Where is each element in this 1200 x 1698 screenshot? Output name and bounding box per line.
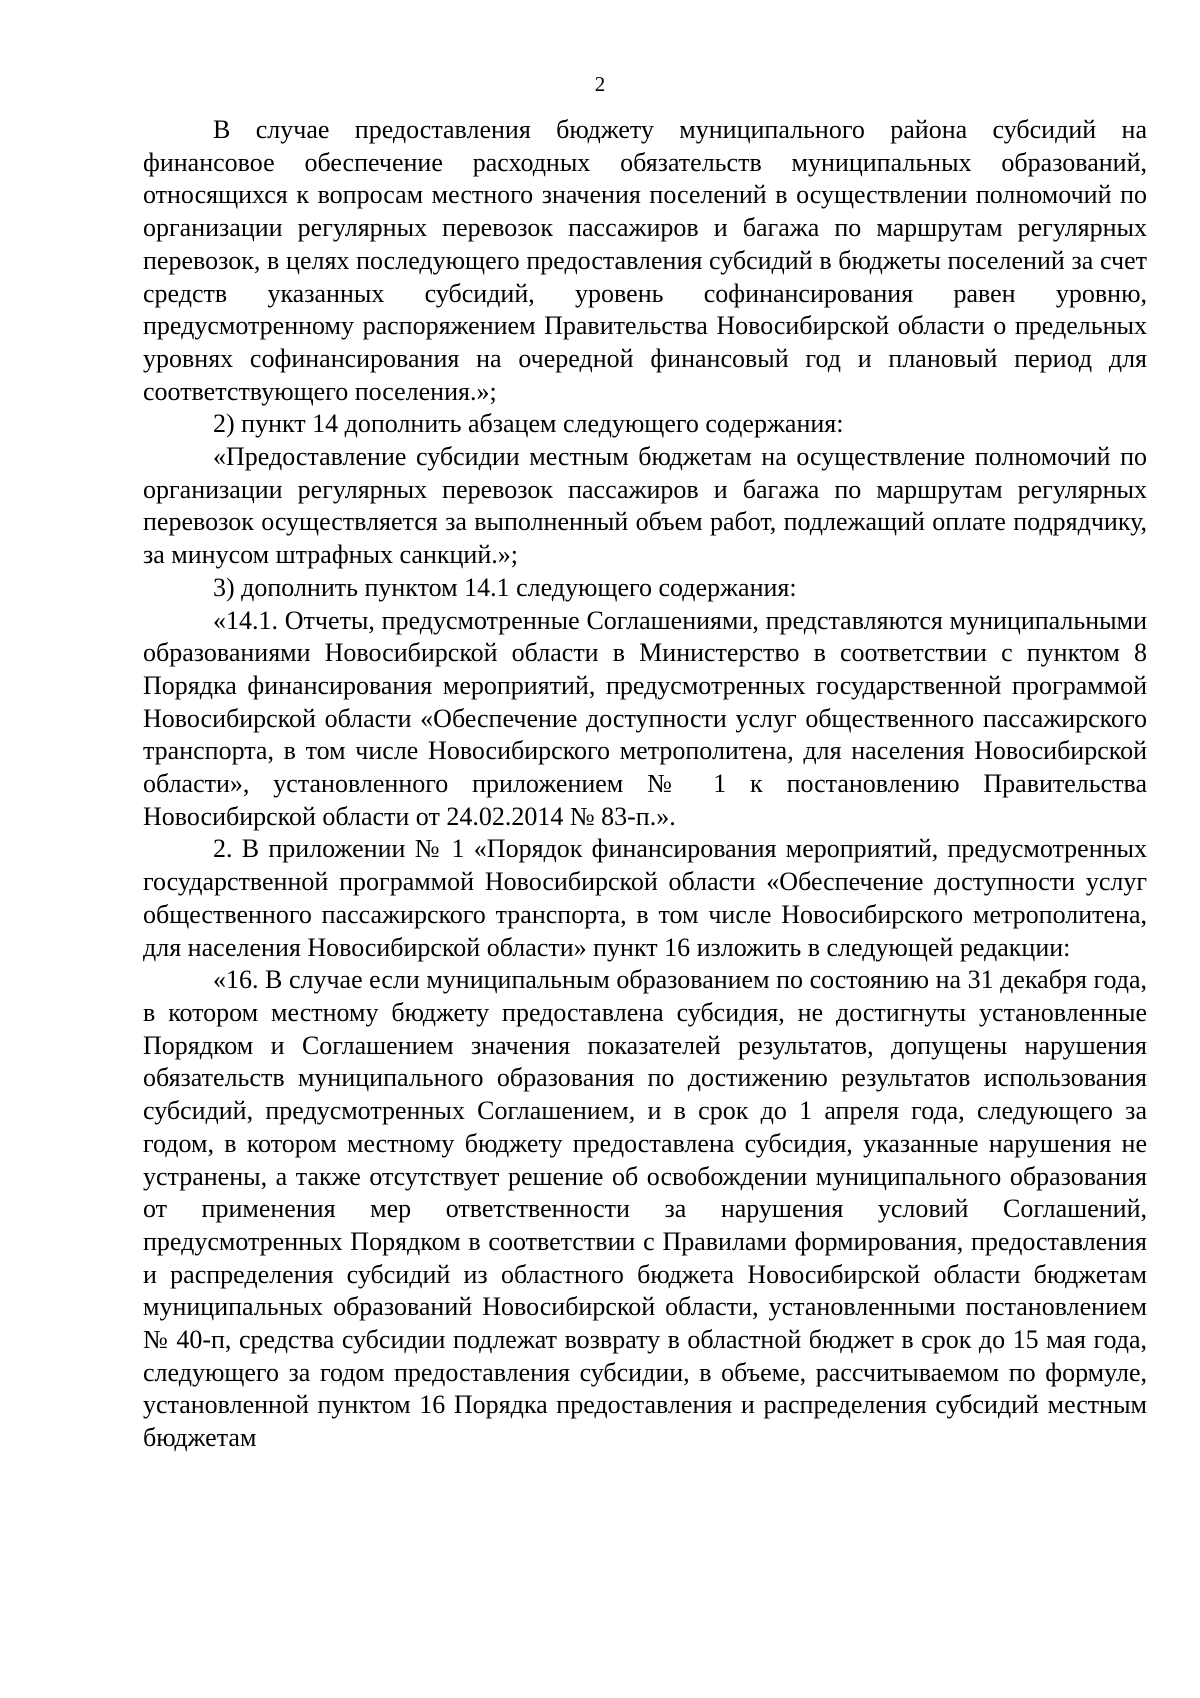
paragraph-item-14-intro: 2) пункт 14 дополнить абзацем следующего содержания: bbox=[213, 409, 844, 439]
paragraph-item-14-text: «Предоставление субсидии местным бюджетам на осуществление полномочий по организации регулярных перевозок пассажиров и багажа по маршрутам регулярных перевозок осуществляется за выполненный объем работ, подлежащий оплате подрядчику, за минусом штрафных санкций.»; bbox=[143, 442, 1147, 570]
paragraph-appendix-1-intro: 2. В приложении № 1 «Порядок финансирования мероприятий, предусмотренных государственной программой Новосибирской области «Обеспечение доступности услуг общественного пассажирского транспорта, в том числе Новосибирского метрополитена, для населения Новосибирской области» пункт 16 изложить в следующей редакции: bbox=[143, 834, 1147, 962]
paragraph-item-14-1-intro: 3) дополнить пунктом 14.1 следующего содержания: bbox=[213, 572, 797, 602]
document-body bbox=[143, 114, 1147, 1455]
paragraph-cofinancing-level: В случае предоставления бюджету муниципального района субсидий на финансовое обеспечение расходных обязательств муниципальных образований, относящихся к вопросам местного значения поселений в осуществлении полномочий по организации регулярных перевозок пассажиров и багажа по маршрутам регулярных перевозок, в целях последующего предоставления субсидий в бюджеты поселений за счет средств указанных субсидий, уровень софинансирования равен уровню, предусмотренному распоряжением Правительства Новосибирской области о предельных уровнях софинансирования на очередной финансовый год и плановый период для соответствующего поселения.»; bbox=[143, 115, 1147, 406]
paragraph-item-14-1-text: «14.1. Отчеты, предусмотренные Соглашениями, представляются муниципальными образованиями Новосибирской области в Министерство в соответствии с пунктом 8 Порядка финансирования мероприятий, предусмотренных государственной программой Новосибирской области «Обеспечение доступности услуг общественного пассажирского транспорта, в том числе Новосибирского метрополитена, для населения Новосибирской области», установленного приложением № 1 к постановлению Правительства Новосибирской области от 24.02.2014 № 83-п.». bbox=[143, 605, 1147, 831]
paragraph-item-16-text: «16. В случае если муниципальным образованием по состоянию на 31 декабря года, в котором местному бюджету предоставлена субсидия, не достигнуты установленные Порядком и Соглашением значения показателей результатов, допущены нарушения обязательств муниципального образования по достижению результатов использования субсидий, предусмотренных Соглашением, и в срок до 1 апреля года, следующего за годом, в котором местному бюджету предоставлена субсидия, указанные нарушения не устранены, а также отсутствует решение об освобождении муниципального образования от применения мер ответственности за нарушения условий Соглашений, предусмотренных Порядком в соответствии с Правилами формирования, предоставления и распределения субсидий из областного бюджета Новосибирской области бюджетам муниципальных образований Новосибирской области, установленными постановлением № 40-п, средства субсидии подлежат возврату в областной бюджет в срок до 15 мая года, следующего за годом предоставления субсидии, в объеме, рассчитываемом по формуле, установленной пунктом 16 Порядка предоставления и распределения субсидий местным бюджетам bbox=[143, 965, 1147, 1453]
page-number: 2 bbox=[594, 72, 606, 96]
